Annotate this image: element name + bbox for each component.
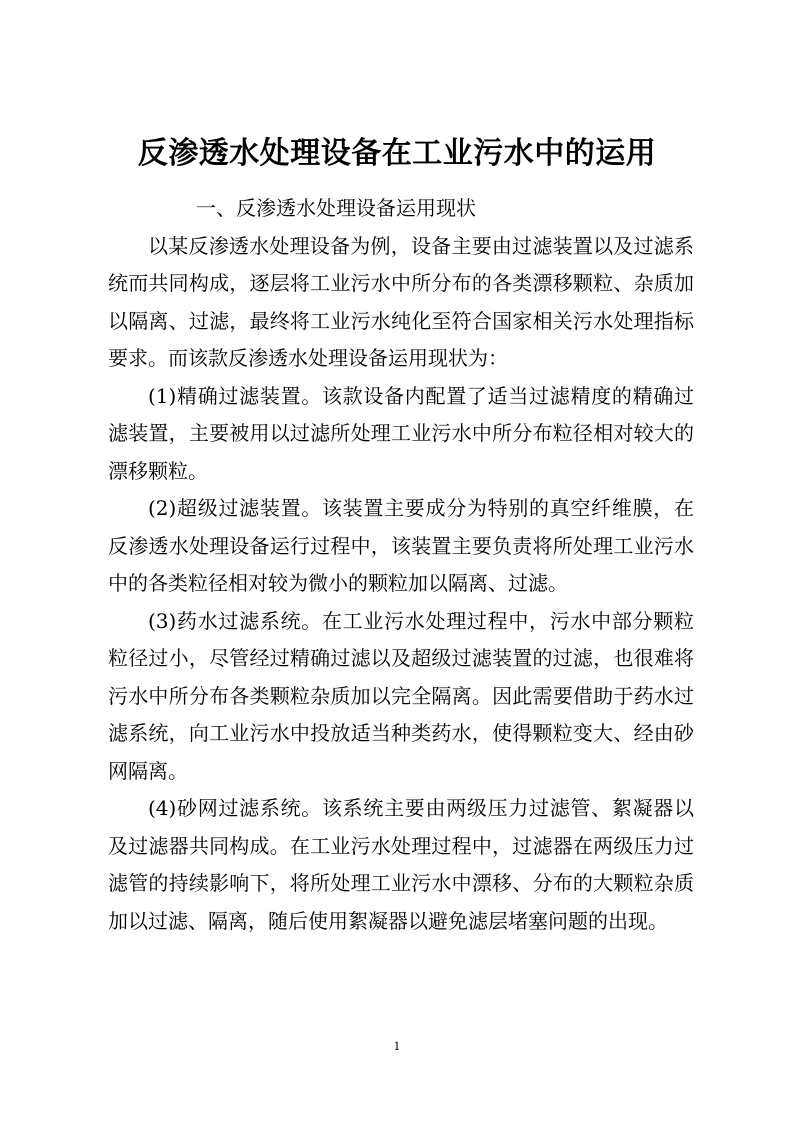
- paragraph-item-3: (3)药水过滤系统。在工业污水处理过程中，污水中部分颗粒粒径过小，尽管经过精确过滤以及超级过滤装置的过滤，也很难将污水中所分布各类颗粒杂质加以完全隔离。因此需要借助于药水过滤系统，向工业污水中投放适当种类药水，使得颗粒变大、经由砂网隔离。: [108, 608, 694, 783]
- section-heading: 一、反渗透水处理设备运用现状: [196, 196, 476, 220]
- document-body: [108, 190, 694, 940]
- paragraph-item-4: (4)砂网过滤系统。该系统主要由两级压力过滤管、絮凝器以及过滤器共同构成。在工业污水处理过程中，过滤器在两级压力过滤管的持续影响下，将所处理工业污水中漂移、分布的大颗粒杂质加以过滤、隔离，随后使用絮凝器以避免滤层堵塞问题的出现。: [108, 796, 694, 933]
- paragraph-item-2: (2)超级过滤装置。该装置主要成分为特别的真空纤维膜，在反渗透水处理设备运行过程中，该装置主要负责将所处理工业污水中的各类粒径相对较为微小的颗粒加以隔离、过滤。: [108, 496, 694, 595]
- page-number: 1: [393, 1040, 401, 1053]
- document-title: 反渗透水处理设备在工业污水中的运用: [137, 136, 657, 171]
- paragraph-item-1: (1)精确过滤装置。该款设备内配置了适当过滤精度的精确过滤装置，主要被用以过滤所处理工业污水中所分布粒径相对较大的漂移颗粒。: [108, 383, 694, 483]
- paragraph-intro: 以某反渗透水处理设备为例，设备主要由过滤装置以及过滤系统而共同构成，逐层将工业污水中所分布的各类漂移颗粒、杂质加以隔离、过滤，最终将工业污水纯化至符合国家相关污水处理指标要求。而该款反渗透水处理设备运用现状为：: [108, 233, 694, 370]
